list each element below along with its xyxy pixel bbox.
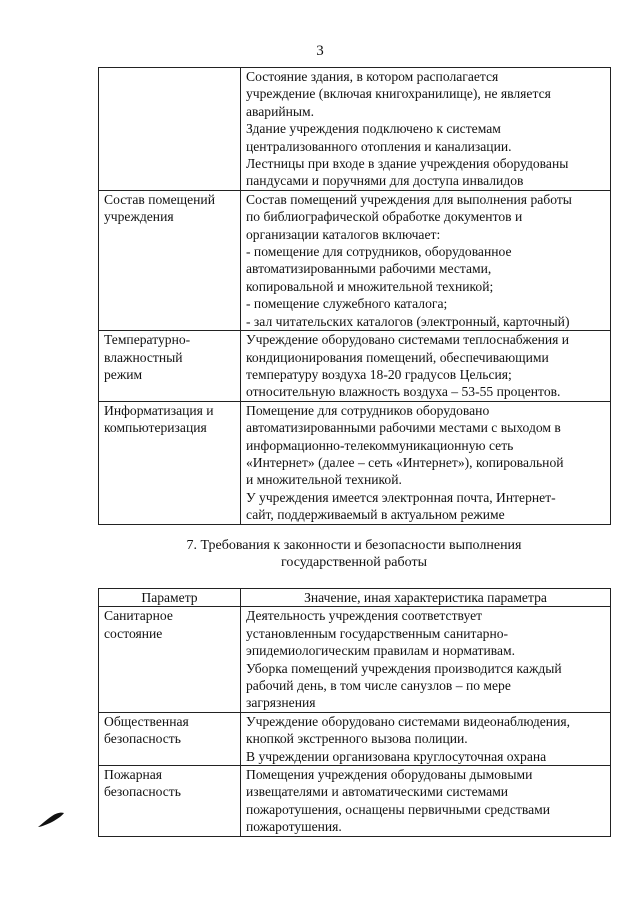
text-line: - помещение для сотрудников, оборудованное [246, 244, 512, 260]
text-line: пандусами и поручнями для доступа инвалидов [246, 173, 524, 189]
text-line: и множительной техникой. [246, 472, 402, 488]
text-line: централизованного отопления и канализации. [246, 138, 512, 154]
text-line: рабочий день, в том числе санузлов – по мере [246, 678, 511, 694]
text-line: безопасность [104, 784, 181, 800]
value-cell [241, 68, 611, 191]
text-line: извещателями и автоматическими системами [246, 784, 509, 800]
parameter-cell [99, 766, 241, 837]
text-line: - помещение служебного каталога; [246, 296, 448, 312]
text-line: Помещения учреждения оборудованы дымовыми [246, 767, 533, 783]
column-header-value: Значение, иная характеристика параметра [241, 589, 611, 607]
text-line: влажностный [104, 349, 183, 365]
table-row [99, 607, 611, 712]
parameter-cell [99, 190, 241, 330]
text-line: режим [104, 366, 143, 382]
text-line: учреждение (включая книгохранилище), не является [246, 86, 551, 102]
text-line: Деятельность учреждения соответствует [246, 608, 483, 624]
table-row [99, 68, 611, 191]
text-line: пожаротушения, оснащены первичными средствами [246, 801, 551, 817]
text-line: Помещение для сотрудников оборудовано [246, 402, 490, 418]
table-row [99, 331, 611, 402]
text-line: Состав помещений [104, 191, 215, 207]
column-header-parameter: Параметр [99, 589, 241, 607]
parameter-cell [99, 68, 241, 191]
table-row [99, 766, 611, 837]
parameter-cell [99, 607, 241, 712]
text-line: автоматизированными рабочими местами с выходом в [246, 420, 561, 436]
text-line: компьютеризация [104, 420, 207, 436]
value-cell [241, 607, 611, 712]
text-line: Учреждение оборудовано системами теплоснабжения и [246, 332, 570, 348]
text-line: установленным государственным санитарно- [246, 625, 509, 641]
text-line: относительную влажность воздуха – 53-55 процентов. [246, 384, 561, 400]
value-cell [241, 190, 611, 330]
text-line: организации каталогов включает: [246, 226, 441, 242]
value-cell [241, 766, 611, 837]
parameter-cell [99, 712, 241, 765]
section-title [98, 537, 610, 571]
text-line: - зал читательских каталогов (электронный, карточный) [246, 313, 570, 329]
value-cell [241, 712, 611, 765]
parameter-cell [99, 401, 241, 524]
text-line: состояние [104, 625, 163, 641]
text-line: Лестницы при входе в здание учреждения оборудованы [246, 156, 569, 172]
text-line: Состав помещений учреждения для выполнения работы [246, 191, 572, 207]
value-cell [241, 401, 611, 524]
table-row [99, 190, 611, 330]
text-line: У учреждения имеется электронная почта, Интернет- [246, 489, 556, 505]
pen-mark-icon [36, 810, 66, 830]
page-number: 3 [316, 43, 324, 59]
text-line: по библиографической обработке документов и [246, 209, 523, 225]
table-header-row [99, 589, 611, 607]
text-line: Учреждение оборудовано системами видеонаблюдения, [246, 713, 570, 729]
table-row [99, 712, 611, 765]
text-line: Санитарное [104, 608, 173, 624]
value-cell [241, 331, 611, 402]
text-line: кнопкой экстренного вызова полиции. [246, 731, 468, 747]
text-line: загрязнения [246, 695, 316, 711]
text-line: учреждения [104, 209, 174, 225]
text-line: информационно-телекоммуникационную сеть [246, 437, 514, 453]
text-line: кондиционирования помещений, обеспечивающими [246, 349, 549, 365]
text-line: Состояние здания, в котором располагается [246, 69, 499, 84]
text-line: аварийным. [246, 103, 315, 119]
section-title-line: государственной работы [281, 555, 427, 570]
section-title-line: 7. Требования к законности и безопасности выполнения [186, 538, 522, 553]
text-line: сайт, поддерживаемый в актуальном режиме [246, 507, 505, 523]
text-line: Уборка помещений учреждения производится каждый [246, 660, 562, 676]
requirements-table [98, 67, 611, 525]
text-line: Температурно- [104, 332, 191, 348]
text-line: Пожарная [104, 767, 163, 783]
text-line: температуру воздуха 18-20 градусов Цельсия; [246, 366, 512, 382]
text-line: копировальной и множительной техникой; [246, 278, 494, 294]
text-line: Здание учреждения подключено к системам [246, 121, 501, 137]
table-row [99, 401, 611, 524]
text-line: «Интернет» (далее – сеть «Интернет»), копировальной [246, 454, 564, 470]
text-line: Общественная [104, 713, 189, 729]
text-line: пожаротушения. [246, 819, 342, 835]
text-line: эпидемиологическим правилам и нормативам. [246, 643, 516, 659]
text-line: безопасность [104, 731, 181, 747]
text-line: Информатизация и [104, 402, 214, 418]
legality-safety-table [98, 588, 611, 837]
text-line: В учреждении организована круглосуточная охрана [246, 748, 547, 764]
text-line: автоматизированными рабочими местами, [246, 261, 492, 277]
parameter-cell [99, 331, 241, 402]
